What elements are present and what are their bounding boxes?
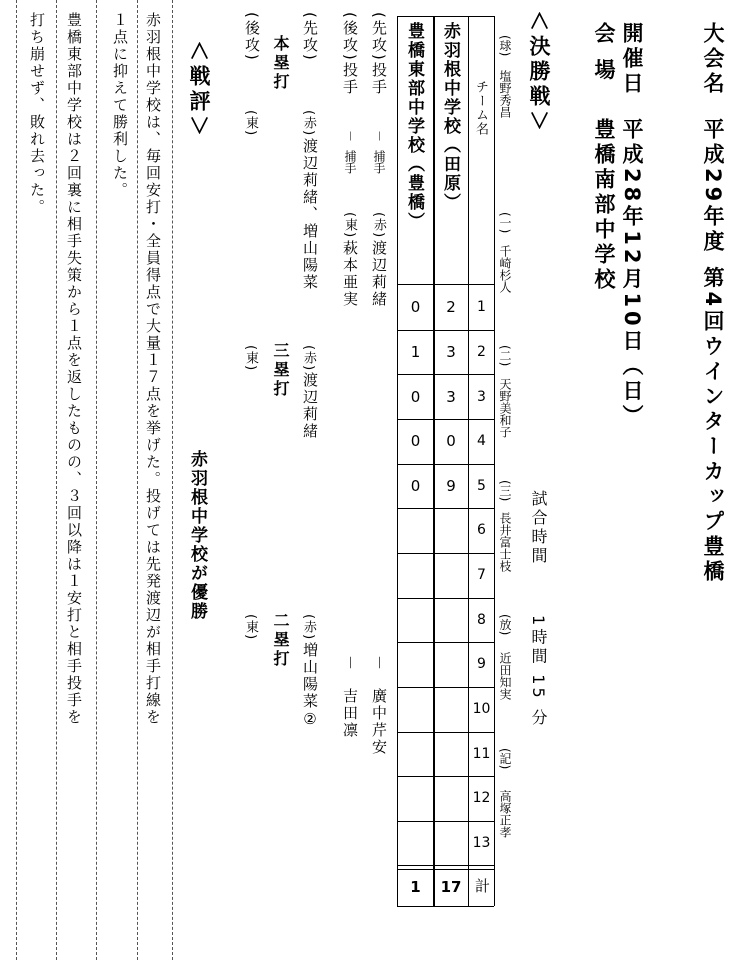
inning-number: 6 bbox=[477, 522, 486, 538]
score-cell: 0 bbox=[446, 432, 456, 450]
team-column-header: チーム名 bbox=[473, 80, 488, 136]
double-heading: 二塁打 bbox=[271, 612, 290, 669]
score-cell: 2 bbox=[446, 298, 456, 316]
inning-number: 10 bbox=[472, 701, 491, 717]
battery-second-team: (東) bbox=[342, 212, 357, 239]
inning-number: 1 bbox=[477, 299, 486, 315]
umpire-first: 千崎杉人 bbox=[498, 245, 512, 293]
inning-number: 5 bbox=[477, 478, 486, 494]
hr-first-team: (赤) bbox=[301, 110, 316, 137]
battery-second-relief-dash: － bbox=[341, 655, 359, 673]
score-cell: 0 bbox=[410, 477, 421, 495]
inning-number: 3 bbox=[477, 389, 486, 405]
battery-first-relief-dash: － bbox=[370, 655, 388, 673]
double-first-player: 増山陽菜② bbox=[301, 642, 319, 730]
game-date: 平成28年12月10日（日） bbox=[620, 118, 644, 430]
double-second-team: (東) bbox=[243, 614, 258, 641]
umpire-broadcast: 近田知実 bbox=[498, 652, 512, 700]
review-line: 豊橋東部中学校は２回裏に相手失策から１点を返したものの、３回以降は１安打と相手投手を bbox=[65, 12, 83, 726]
umpire-record-label: (記) bbox=[498, 748, 512, 770]
battery-second-dash: － bbox=[343, 130, 357, 143]
battery-first-team: (赤) bbox=[371, 212, 386, 239]
umpire-second: 天野美和子 bbox=[498, 378, 512, 438]
hr-second-label: (後攻) bbox=[243, 12, 261, 62]
score-cell: 1 bbox=[410, 343, 421, 361]
tournament-name: 平成29年度 第4回ウインターカップ豊橋 bbox=[701, 118, 725, 586]
inning-number: 11 bbox=[472, 746, 491, 762]
triple-first-team: (赤) bbox=[301, 345, 316, 372]
battery-first-pitcher: 渡辺莉緒 bbox=[370, 240, 388, 308]
team-name-first: 赤羽根中学校（田原） bbox=[440, 22, 460, 212]
total-header: 計 bbox=[473, 878, 491, 895]
inning-number: 4 bbox=[477, 433, 486, 449]
venue-label: 会 場 bbox=[592, 22, 616, 84]
date-label: 開催日 bbox=[620, 22, 644, 97]
triple-heading: 三塁打 bbox=[271, 342, 290, 399]
battery-first-relief-pitcher: 廣中芹安 bbox=[370, 688, 388, 756]
battery-second-label: (後攻)投手 bbox=[341, 12, 359, 96]
inning-number: 9 bbox=[477, 656, 486, 672]
review-line: １点に抑えて勝利した。 bbox=[111, 12, 129, 199]
triple-second-team: (東) bbox=[243, 345, 258, 372]
total-cell: 1 bbox=[410, 878, 421, 896]
triple-first-player: 渡辺莉緒 bbox=[301, 372, 319, 440]
hr-second-team: (東) bbox=[243, 110, 258, 137]
double-first-team: (赤) bbox=[301, 614, 316, 641]
total-cell: 17 bbox=[440, 878, 462, 896]
umpire-third-label: (三) bbox=[498, 480, 512, 502]
inning-number: 12 bbox=[472, 790, 491, 806]
inning-number: 7 bbox=[477, 567, 486, 583]
score-cell: 0 bbox=[410, 432, 421, 450]
inning-number: 2 bbox=[477, 344, 486, 360]
hr-heading: 本塁打 bbox=[271, 35, 290, 92]
umpire-broadcast-label: (放) bbox=[498, 614, 512, 636]
battery-first-dash: － bbox=[372, 130, 386, 143]
battery-second-pitcher: 萩本亜実 bbox=[341, 240, 359, 308]
venue-name: 豊橋南部中学校 bbox=[592, 118, 616, 293]
tournament-label: 大会名 bbox=[701, 22, 725, 97]
review-line: 打ち崩せず、敗れ去った。 bbox=[28, 12, 46, 216]
umpire-second-label: (二) bbox=[498, 345, 512, 367]
score-cell: 3 bbox=[446, 343, 456, 361]
score-cell: 0 bbox=[410, 388, 421, 406]
inning-number: 13 bbox=[472, 835, 491, 851]
score-cell: 3 bbox=[446, 388, 456, 406]
umpire-first-label: (一) bbox=[498, 212, 512, 234]
score-cell: 9 bbox=[446, 477, 456, 495]
hr-first-players: 渡辺莉緒、増山陽菜 bbox=[301, 138, 319, 291]
review-heading: ＜戦評＞ bbox=[187, 40, 211, 140]
game-time-label: 試合時間 bbox=[529, 490, 548, 566]
battery-first-catcher-label: 捕手 bbox=[372, 150, 386, 174]
hr-first-label: (先攻) bbox=[301, 12, 319, 62]
umpire-plate: 塩野秀昌 bbox=[498, 70, 512, 118]
inning-number: 8 bbox=[477, 612, 486, 628]
battery-first-label: (先攻)投手 bbox=[370, 12, 388, 96]
umpire-record: 高塚正孝 bbox=[498, 790, 512, 838]
review-winner: 赤羽根中学校が優勝 bbox=[187, 450, 207, 621]
battery-second-catcher-label: 捕手 bbox=[343, 150, 357, 174]
review-line: 赤羽根中学校は、毎回安打・全員得点で大量１７点を挙げた。投げては先発渡辺が相手打線を bbox=[144, 12, 162, 726]
final-section-heading: ＜決勝戦＞ bbox=[527, 10, 551, 135]
umpire-plate-label: (球) bbox=[498, 35, 512, 57]
score-cell: 0 bbox=[410, 298, 421, 316]
umpire-third: 長井富士枝 bbox=[498, 512, 512, 572]
team-name-second: 豊橋東部中学校（豊橋） bbox=[404, 22, 424, 231]
game-time-value: 1時間 15 分 bbox=[529, 615, 548, 728]
battery-second-relief-pitcher: 吉田凛 bbox=[341, 688, 359, 739]
